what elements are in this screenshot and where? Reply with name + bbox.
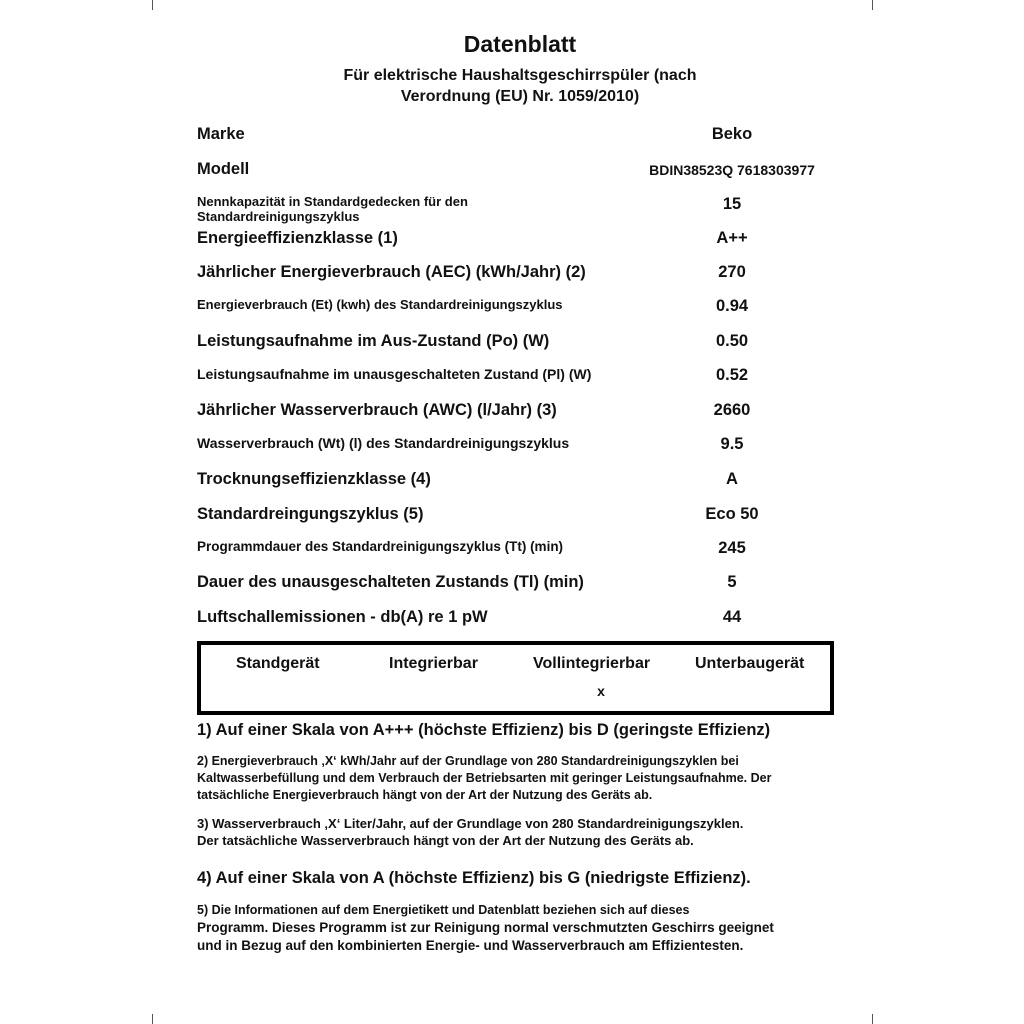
row-value: 270 [718, 263, 746, 281]
row-label: Jährlicher Wasserverbrauch (AWC) (l/Jahr) (3) [197, 401, 557, 419]
row-label: Energieverbrauch (Et) (kwh) des Standardreinigungszyklus [197, 297, 563, 312]
footnote-2-line-2: Kaltwasserbefüllung und dem Verbrauch der Betriebsarten mit geringer Leistungsaufnahme. Der [197, 771, 772, 785]
row-value: Eco 50 [705, 505, 759, 523]
row-value: 0.52 [715, 366, 749, 384]
footnote-5-line-1: 5) Die Informationen auf dem Energietikett und Datenblatt beziehen sich auf dieses [197, 903, 690, 917]
row-label: Leistungsaufnahme im Aus-Zustand (Po) (W) [197, 332, 550, 350]
row-label-line-1: Nennkapazität in Standardgedecken für den [197, 194, 468, 209]
row-label: Wasserverbrauch (Wt) (l) des Standardreinigungszyklus [197, 435, 570, 451]
row-label: Trocknungseffizienzklasse (4) [197, 470, 431, 488]
footnote-4: 4) Auf einer Skala von A (höchste Effizienz) bis G (niedrigste Effizienz). [197, 869, 751, 887]
subtitle-line-2: Verordnung (EU) Nr. 1059/2010) [400, 88, 640, 105]
row-value: Beko [711, 125, 753, 143]
footnote-3 [197, 815, 837, 849]
footnote-5 [197, 901, 837, 955]
crop-mark-top-left [152, 0, 153, 10]
installation-type-box [197, 641, 834, 715]
footnote-5-line-2: Programm. Dieses Programm ist zur Reinigung normal verschmutzten Geschirrs geeignet [197, 920, 774, 935]
footnote-2 [197, 753, 837, 804]
row-value: A++ [716, 229, 748, 247]
row-label: Dauer des unausgeschalteten Zustands (Tl) (min) [197, 573, 584, 591]
row-value: 5 [727, 573, 737, 591]
row-label: Jährlicher Energieverbrauch (AEC) (kWh/Jahr) (2) [197, 263, 586, 281]
row-value: 0.50 [715, 332, 749, 350]
row-label: Modell [197, 160, 250, 178]
footnote-3-line-1: 3) Wasserverbrauch ‚X‘ Liter/Jahr, auf der Grundlage von 280 Standardreinigungszyklen. [197, 816, 744, 831]
row-label: Energieeffizienzklasse (1) [197, 229, 398, 247]
footnote-2-line-1: 2) Energieverbrauch ‚X‘ kWh/Jahr auf der Grundlage von 280 Standardreinigungszyklen bei [197, 754, 739, 768]
row-value: 44 [722, 608, 742, 626]
installation-unterbaugeraet: Unterbaugerät [695, 655, 805, 672]
row-value: 245 [718, 539, 746, 557]
installation-selected-mark: x [597, 683, 605, 699]
page-title: Datenblatt [463, 31, 577, 57]
row-value: 2660 [713, 401, 751, 419]
footnote-5-line-3: und in Bezug auf den kombinierten Energie- und Wasserverbrauch am Effizientesten. [197, 938, 744, 953]
installation-vollintegrierbar: Vollintegrierbar [533, 655, 651, 672]
row-label: Standardreingungszyklus (5) [197, 505, 424, 523]
page-subtitle [0, 65, 1024, 107]
row-value: 0.94 [715, 297, 749, 315]
row-label [197, 194, 468, 224]
row-value: A [726, 470, 738, 488]
footnote-1: 1) Auf einer Skala von A+++ (höchste Effizienz) bis D (geringste Effizienz) [197, 721, 771, 739]
row-value: 15 [722, 195, 742, 213]
row-label: Luftschallemissionen - db(A) re 1 pW [197, 608, 488, 626]
crop-mark-bottom-left [152, 1014, 153, 1024]
row-value: BDIN38523Q 7618303977 [649, 162, 815, 178]
row-label: Programmdauer des Standardreinigungszyklus (Tt) (min) [197, 539, 564, 554]
row-label: Leistungsaufnahme im unausgeschalteten Zustand (Pl) (W) [197, 366, 592, 382]
row-value: 9.5 [720, 435, 744, 453]
subtitle-line-1: Für elektrische Haushaltsgeschirrspüler (nach [343, 67, 697, 84]
row-label: Marke [197, 125, 245, 143]
installation-integrierbar: Integrierbar [389, 655, 478, 672]
crop-mark-bottom-right [872, 1014, 873, 1024]
crop-mark-top-right [872, 0, 873, 10]
footnote-2-line-3: tatsächliche Energieverbrauch hängt von der Art der Nutzung des Geräts ab. [197, 788, 653, 802]
installation-standgeraet: Standgerät [236, 655, 320, 672]
footnote-3-line-2: Der tatsächliche Wasserverbrauch hängt von der Art der Nutzung des Geräts ab. [197, 833, 694, 848]
row-label-line-2: Standardreinigungszyklus [197, 209, 360, 224]
